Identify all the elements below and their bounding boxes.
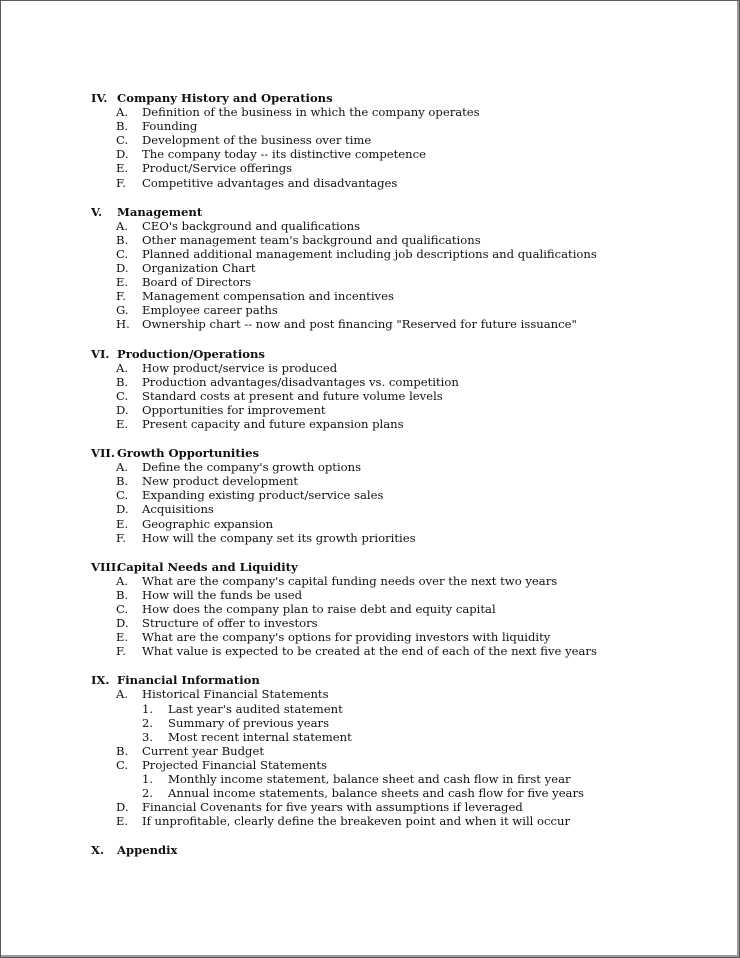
section-number: X. — [91, 843, 105, 858]
subitem-text: Most recent internal statement — [168, 729, 352, 744]
outline-item — [91, 289, 711, 303]
outline-item — [91, 502, 711, 516]
item-text: Ownership chart -- now and post financing "Reserved for future issuance" — [142, 317, 577, 332]
subitem-text: Monthly income statement, balance sheet and cash flow in first year — [168, 772, 571, 787]
outline-item — [91, 574, 711, 588]
subitem-marker: 1. — [142, 701, 154, 716]
outline-item — [91, 758, 711, 772]
item-marker: A. — [116, 573, 129, 588]
item-text: Planned additional management including job descriptions and qualifications — [142, 246, 597, 261]
item-marker: D. — [116, 402, 129, 417]
outline-subitem — [91, 730, 711, 744]
item-marker: C. — [116, 602, 129, 616]
outline-subitem — [91, 702, 711, 716]
outline-section — [91, 673, 711, 828]
section-number: VII. — [91, 446, 115, 461]
outline-item — [91, 303, 711, 317]
outline-item — [91, 616, 711, 630]
outline-item — [91, 630, 711, 644]
subitem-text: Last year's audited statement — [168, 701, 343, 716]
subitem-text: Summary of previous years — [168, 715, 330, 730]
outline-item — [91, 588, 711, 602]
outline-item — [91, 531, 711, 545]
outline-item — [91, 474, 711, 488]
item-text: Standard costs at present and future volume levels — [142, 388, 443, 403]
item-marker: D. — [116, 502, 129, 517]
item-marker: A. — [116, 460, 129, 475]
item-marker: E. — [116, 416, 129, 431]
section-heading — [91, 91, 711, 105]
item-text: Organization Chart — [142, 261, 256, 276]
outline-item — [91, 317, 711, 331]
item-marker: B. — [116, 474, 129, 489]
item-text: Management compensation and incentives — [142, 289, 394, 304]
section-title: Financial Information — [117, 673, 260, 688]
item-marker: B. — [116, 587, 129, 602]
outline-item — [91, 247, 711, 261]
item-text: What are the company's capital funding needs over the next two years — [142, 573, 558, 588]
outline-item — [91, 800, 711, 814]
section-number: IV. — [91, 91, 108, 105]
outline-item — [91, 389, 711, 403]
item-marker: B. — [116, 232, 129, 247]
outline-item — [91, 814, 711, 828]
item-marker: E. — [116, 814, 129, 829]
item-marker: F. — [116, 644, 126, 659]
outline-item — [91, 147, 711, 161]
outline-item — [91, 488, 711, 502]
outline-item — [91, 233, 711, 247]
subitem-text: Annual income statements, balance sheets and cash flow for five years — [168, 786, 584, 801]
item-text: Present capacity and future expansion plans — [142, 416, 404, 431]
outline-item — [91, 375, 711, 389]
item-marker: D. — [116, 261, 129, 276]
section-title: Management — [117, 204, 203, 219]
outline-section — [91, 91, 711, 190]
outline-item — [91, 119, 711, 133]
item-marker: D. — [116, 616, 129, 631]
business-plan-outline — [91, 91, 711, 873]
item-text: How product/service is produced — [142, 360, 338, 375]
outline-item — [91, 460, 711, 474]
subitem-marker: 1. — [142, 772, 154, 787]
item-marker: B. — [116, 743, 129, 758]
item-text: CEO's background and qualifications — [142, 218, 361, 233]
outline-item — [91, 219, 711, 233]
outline-item — [91, 161, 711, 175]
item-marker: F. — [116, 175, 126, 190]
section-heading — [91, 205, 711, 219]
item-marker: E. — [116, 516, 129, 531]
outline-item — [91, 403, 711, 417]
item-marker: D. — [116, 147, 129, 162]
section-title: Production/Operations — [117, 346, 265, 361]
item-marker: B. — [116, 119, 129, 134]
section-title: Company History and Operations — [117, 91, 333, 105]
subitem-marker: 3. — [142, 729, 154, 744]
item-text: Competitive advantages and disadvantages — [142, 175, 398, 190]
item-marker: C. — [116, 246, 129, 261]
item-text: How does the company plan to raise debt and equity capital — [142, 602, 496, 616]
section-heading — [91, 560, 711, 574]
section-heading — [91, 843, 711, 857]
item-text: Acquisitions — [142, 502, 214, 517]
item-marker: E. — [116, 161, 129, 176]
item-marker: E. — [116, 630, 129, 645]
item-text: Product/Service offerings — [142, 161, 293, 176]
item-text: Structure of offer to investors — [142, 616, 318, 631]
item-text: Opportunities for improvement — [142, 402, 326, 417]
section-heading — [91, 446, 711, 460]
item-text: Definition of the business in which the company operates — [142, 105, 480, 120]
item-marker: A. — [116, 687, 129, 702]
item-text: What value is expected to be created at the end of each of the next five years — [142, 644, 597, 659]
outline-subitem — [91, 772, 711, 786]
outline-item — [91, 133, 711, 147]
section-title: Appendix — [117, 843, 178, 858]
item-text: Historical Financial Statements — [142, 687, 329, 702]
outline-item — [91, 275, 711, 289]
item-marker: E. — [116, 275, 129, 290]
item-text: Geographic expansion — [142, 516, 274, 531]
item-text: What are the company's options for providing investors with liquidity — [142, 630, 551, 645]
section-number: VI. — [91, 346, 110, 361]
outline-item — [91, 602, 711, 616]
item-text: Expanding existing product/service sales — [142, 488, 384, 503]
item-marker: H. — [116, 317, 130, 332]
item-text: Development of the business over time — [142, 133, 372, 148]
outline-section — [91, 843, 711, 857]
item-text: Founding — [142, 119, 198, 134]
item-marker: C. — [116, 388, 129, 403]
outline-item — [91, 417, 711, 431]
outline-section — [91, 560, 711, 659]
outline-subitem — [91, 716, 711, 730]
section-heading — [91, 347, 711, 361]
subitem-marker: 2. — [142, 786, 154, 801]
outline-subitem — [91, 786, 711, 800]
item-text: Other management team's background and qualifications — [142, 232, 481, 247]
outline-section — [91, 347, 711, 432]
section-number: IX. — [91, 673, 110, 688]
item-marker: C. — [116, 488, 129, 503]
item-text: The company today -- its distinctive competence — [142, 147, 426, 162]
section-heading — [91, 673, 711, 687]
section-title: Capital Needs and Liquidity — [117, 559, 298, 574]
item-text: If unprofitable, clearly define the breakeven point and when it will occur — [142, 814, 571, 829]
subitem-marker: 2. — [142, 715, 154, 730]
item-marker: A. — [116, 360, 129, 375]
outline-section — [91, 446, 711, 545]
outline-item — [91, 644, 711, 658]
item-text: Define the company's growth options — [142, 460, 362, 475]
item-marker: F. — [116, 530, 126, 545]
outline-item — [91, 105, 711, 119]
outline-section — [91, 205, 711, 332]
item-marker: G. — [116, 303, 129, 318]
item-marker: C. — [116, 757, 129, 772]
item-text: Employee career paths — [142, 303, 278, 318]
item-text: Production advantages/disadvantages vs. competition — [142, 374, 459, 389]
item-text: How will the company set its growth priorities — [142, 530, 416, 545]
item-text: Financial Covenants for five years with assumptions if leveraged — [142, 800, 523, 815]
item-text: New product development — [142, 474, 299, 489]
item-marker: B. — [116, 374, 129, 389]
item-marker: C. — [116, 133, 129, 148]
section-title: Growth Opportunities — [117, 446, 259, 461]
item-marker: F. — [116, 289, 126, 304]
section-number: VIII. — [91, 559, 121, 574]
outline-item — [91, 517, 711, 531]
outline-item — [91, 744, 711, 758]
item-text: How will the funds be used — [142, 587, 303, 602]
item-marker: A. — [116, 105, 129, 120]
outline-item — [91, 261, 711, 275]
outline-item — [91, 176, 711, 190]
item-text: Board of Directors — [142, 275, 252, 290]
item-text: Projected Financial Statements — [142, 757, 327, 772]
item-text: Current year Budget — [142, 743, 264, 758]
outline-item — [91, 687, 711, 701]
item-marker: D. — [116, 800, 129, 815]
outline-item — [91, 361, 711, 375]
item-marker: A. — [116, 218, 129, 233]
section-number: V. — [91, 204, 103, 219]
